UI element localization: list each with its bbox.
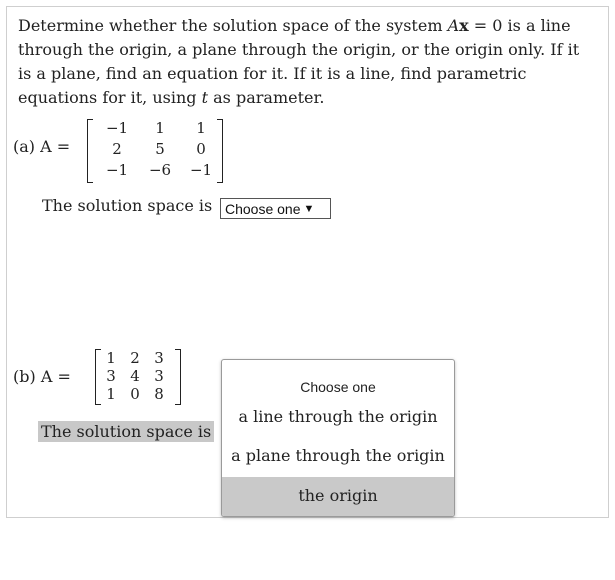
part-a-matrix-cell: 1 bbox=[155, 119, 165, 137]
dropdown-header: Choose one bbox=[300, 379, 376, 395]
vector-symbol: x bbox=[459, 16, 469, 35]
problem-text-start: Determine whether the solution space of the system bbox=[18, 16, 448, 35]
part-b-bracket-right bbox=[175, 349, 181, 405]
question-panel bbox=[6, 6, 609, 518]
select-value: Choose one bbox=[225, 200, 301, 217]
matrix-symbol: A bbox=[447, 16, 460, 35]
part-b-matrix-cell: 3 bbox=[106, 367, 116, 385]
part-a-label: (a) A = bbox=[13, 137, 71, 156]
part-b-matrix bbox=[99, 349, 171, 403]
part-a-matrix-cell: 2 bbox=[112, 140, 122, 158]
parameter-symbol: t bbox=[201, 88, 209, 107]
part-b-matrix-cell: 2 bbox=[130, 349, 140, 367]
part-b-matrix-cell: 8 bbox=[154, 385, 164, 403]
problem-statement bbox=[18, 14, 588, 110]
triangle-down-icon: ▼ bbox=[303, 202, 315, 215]
part-a-matrix-cell: −1 bbox=[105, 161, 129, 179]
part-a-solution-label: The solution space is bbox=[42, 196, 213, 215]
part-b-matrix-cell: 4 bbox=[130, 367, 140, 385]
part-b-solution-label: The solution space is bbox=[38, 421, 214, 442]
part-a-solution-select[interactable] bbox=[220, 198, 331, 219]
part-b-matrix-cell: 1 bbox=[106, 349, 116, 367]
part-a-matrix-cell: 5 bbox=[155, 140, 165, 158]
part-a-bracket-left bbox=[87, 119, 93, 183]
dropdown-option-origin[interactable]: the origin bbox=[222, 477, 454, 517]
dropdown-option-plane[interactable]: a plane through the origin bbox=[231, 446, 445, 465]
part-a-matrix-cell: −6 bbox=[148, 161, 172, 179]
part-b-matrix-cell: 3 bbox=[154, 349, 164, 367]
part-b-matrix-cell: 0 bbox=[130, 385, 140, 403]
problem-text-end: as parameter. bbox=[208, 88, 325, 107]
part-a-matrix-cell: −1 bbox=[105, 119, 129, 137]
part-b-label: (b) A = bbox=[13, 367, 71, 386]
part-a-matrix bbox=[95, 119, 221, 182]
part-b-matrix-cell: 3 bbox=[154, 367, 164, 385]
part-a-matrix-cell: 0 bbox=[196, 140, 206, 158]
part-b-dropdown-menu[interactable] bbox=[221, 359, 455, 517]
dropdown-option-line[interactable]: a line through the origin bbox=[238, 407, 438, 426]
part-a-matrix-cell: −1 bbox=[189, 161, 213, 179]
part-a-matrix-cell: 1 bbox=[196, 119, 206, 137]
problem-text-mid: = 0 is a line through the origin, a plane through the origin, or the origin only. If it is a plane, find an equation for it. If it is a line, find parametric equations for it, using bbox=[18, 16, 580, 107]
part-a-bracket-right bbox=[217, 119, 223, 183]
part-b-matrix-cell: 1 bbox=[106, 385, 116, 403]
